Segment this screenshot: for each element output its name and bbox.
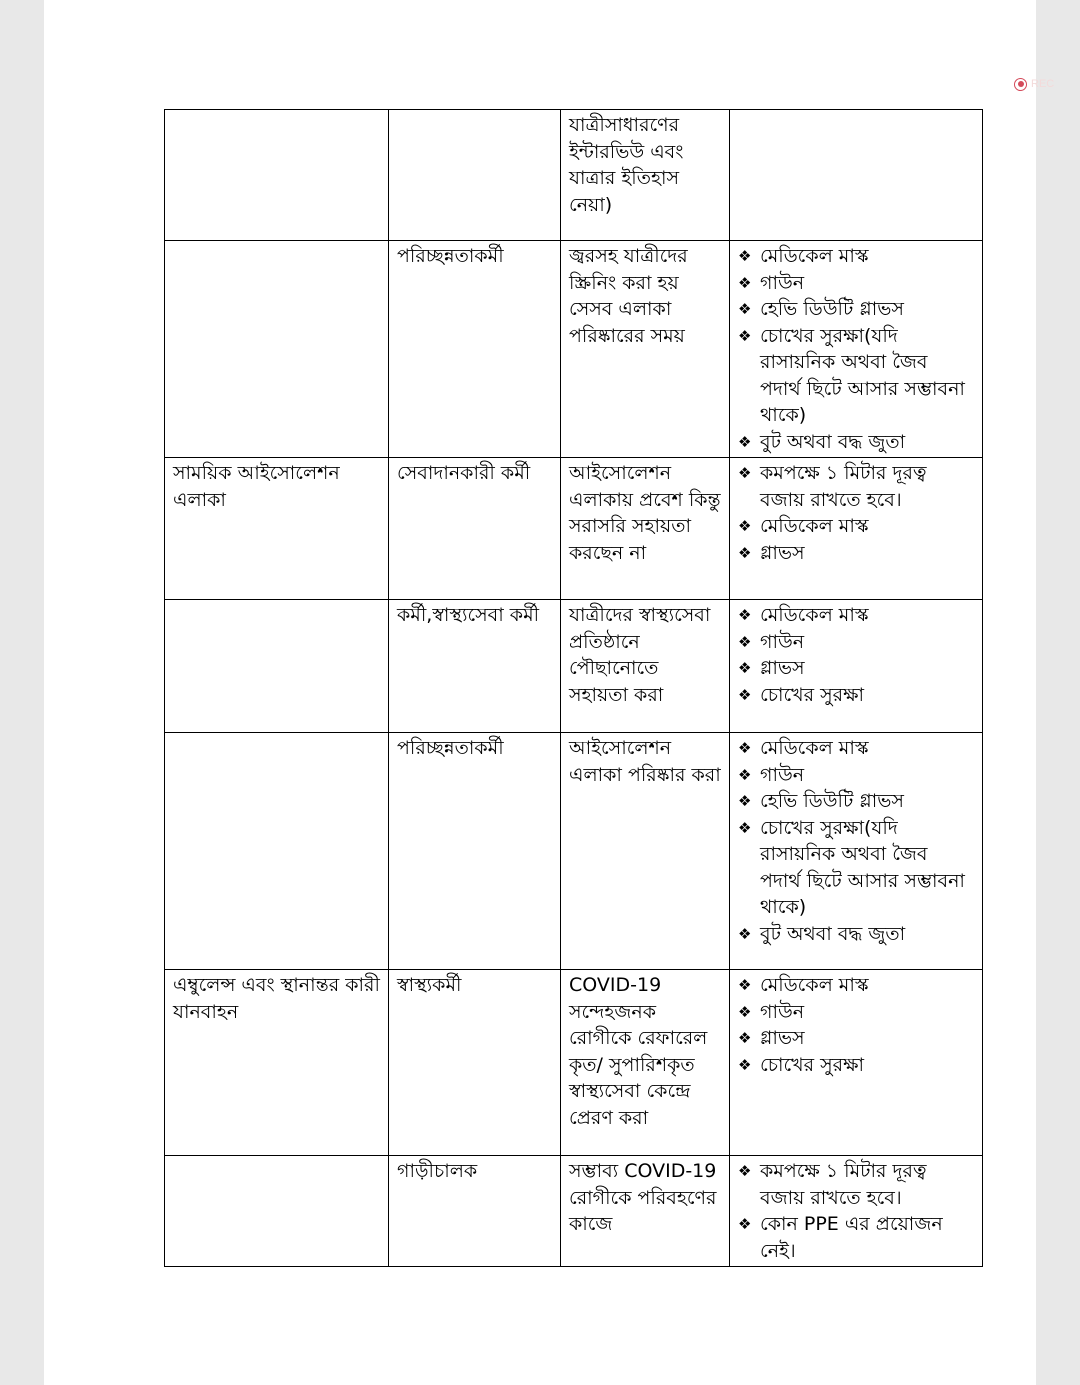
ppe-list-item: ❖ গ্লাভস (738, 655, 974, 682)
ppe-cell (730, 458, 983, 600)
ppe-list (738, 1158, 974, 1264)
activity-cell: আইসোলেশন এলাকায় প্রবেশ কিন্তু সরাসরি সহায়তা করছেন না (561, 458, 730, 600)
staff-cell: সেবাদানকারী কর্মী (389, 458, 561, 600)
ppe-list (738, 243, 974, 455)
area-cell (165, 241, 389, 458)
ppe-list (738, 602, 974, 708)
activity-cell: সম্ভাব্য COVID-19 রোগীকে পরিবহণের কাজে (561, 1156, 730, 1267)
ppe-list-item: ❖ কমপক্ষে ১ মিটার দূরত্ব বজায় রাখতে হবে। (738, 460, 974, 513)
activity-cell: COVID-19 সন্দেহজনক রোগীকে রেফারেল কৃত/ সুপারিশকৃত স্বাস্থ্যসেবা কেন্দ্রে প্রেরণ করা (561, 970, 730, 1156)
ppe-list (738, 735, 974, 947)
ppe-list (738, 972, 974, 1078)
ppe-table-body (165, 110, 983, 1267)
ppe-list-item: ❖ মেডিকেল মাস্ক (738, 972, 974, 999)
ppe-list-item: ❖ চোখের সুরক্ষা(যদি রাসায়নিক অথবা জৈব পদার্থ ছিটে আসার সম্ভাবনা থাকে) (738, 323, 974, 429)
ppe-list-item: ❖ কোন PPE এর প্রয়োজন নেই। (738, 1211, 974, 1264)
staff-cell: পরিচ্ছন্নতাকর্মী (389, 733, 561, 970)
area-cell (165, 600, 389, 733)
ppe-cell (730, 241, 983, 458)
table-row (165, 458, 983, 600)
ppe-list-item: ❖ বুট অথবা বদ্ধ জুতা (738, 429, 974, 456)
screen-recorder-indicator[interactable] (1014, 76, 1070, 92)
ppe-cell (730, 970, 983, 1156)
ppe-cell (730, 1156, 983, 1267)
table-row (165, 733, 983, 970)
table-row (165, 241, 983, 458)
activity-cell: জ্বরসহ যাত্রীদের স্ক্রিনিং করা হয় সেসব এলাকা পরিষ্কারের সময় (561, 241, 730, 458)
area-cell: এম্বুলেন্স এবং স্থানান্তর কারী যানবাহন (165, 970, 389, 1156)
ppe-cell (730, 110, 983, 241)
activity-cell: যাত্রীদের স্বাস্থ্যসেবা প্রতিষ্ঠানে পৌছানোতে সহায়তা করা (561, 600, 730, 733)
ppe-table (164, 109, 983, 1267)
staff-cell: পরিচ্ছন্নতাকর্মী (389, 241, 561, 458)
ppe-cell (730, 600, 983, 733)
staff-cell: কর্মী,স্বাস্থ্যসেবা কর্মী (389, 600, 561, 733)
ppe-list-item: ❖ গ্লাভস (738, 1025, 974, 1052)
ppe-list-item: ❖ গাউন (738, 762, 974, 789)
staff-cell: গাড়ীচালক (389, 1156, 561, 1267)
table-row (165, 110, 983, 241)
area-cell: সাময়িক আইসোলেশন এলাকা (165, 458, 389, 600)
ppe-list-item: ❖ হেভি ডিউটি গ্লাভস (738, 788, 974, 815)
table-row (165, 1156, 983, 1267)
activity-cell: আইসোলেশন এলাকা পরিষ্কার করা (561, 733, 730, 970)
ppe-list-item: ❖ বুট অথবা বদ্ধ জুতা (738, 921, 974, 948)
ppe-list-item: ❖ হেভি ডিউটি গ্লাভস (738, 296, 974, 323)
ppe-list-item: ❖ মেডিকেল মাস্ক (738, 513, 974, 540)
ppe-list-item: ❖ মেডিকেল মাস্ক (738, 735, 974, 762)
area-cell (165, 110, 389, 241)
ppe-list-item: ❖ মেডিকেল মাস্ক (738, 243, 974, 270)
table-row (165, 970, 983, 1156)
staff-cell (389, 110, 561, 241)
ppe-list (738, 460, 974, 566)
area-cell (165, 1156, 389, 1267)
activity-cell: যাত্রীসাধারণের ইন্টারভিউ এবং যাত্রার ইতিহাস নেয়া) (561, 110, 730, 241)
record-icon (1014, 78, 1027, 91)
ppe-list-item: ❖ গাউন (738, 270, 974, 297)
staff-cell: স্বাস্থ্যকর্মী (389, 970, 561, 1156)
ppe-list-item: ❖ গাউন (738, 999, 974, 1026)
ppe-list-item: ❖ কমপক্ষে ১ মিটার দূরত্ব বজায় রাখতে হবে। (738, 1158, 974, 1211)
area-cell (165, 733, 389, 970)
table-row (165, 600, 983, 733)
ppe-list-item: ❖ চোখের সুরক্ষা (738, 682, 974, 709)
ppe-list-item: ❖ গাউন (738, 629, 974, 656)
ppe-list-item: ❖ চোখের সুরক্ষা(যদি রাসায়নিক অথবা জৈব পদার্থ ছিটে আসার সম্ভাবনা থাকে) (738, 815, 974, 921)
ppe-list-item: ❖ চোখের সুরক্ষা (738, 1052, 974, 1079)
recorder-label: REC (1031, 78, 1055, 90)
ppe-list-item: ❖ গ্লাভস (738, 540, 974, 567)
ppe-list-item: ❖ মেডিকেল মাস্ক (738, 602, 974, 629)
ppe-cell (730, 733, 983, 970)
